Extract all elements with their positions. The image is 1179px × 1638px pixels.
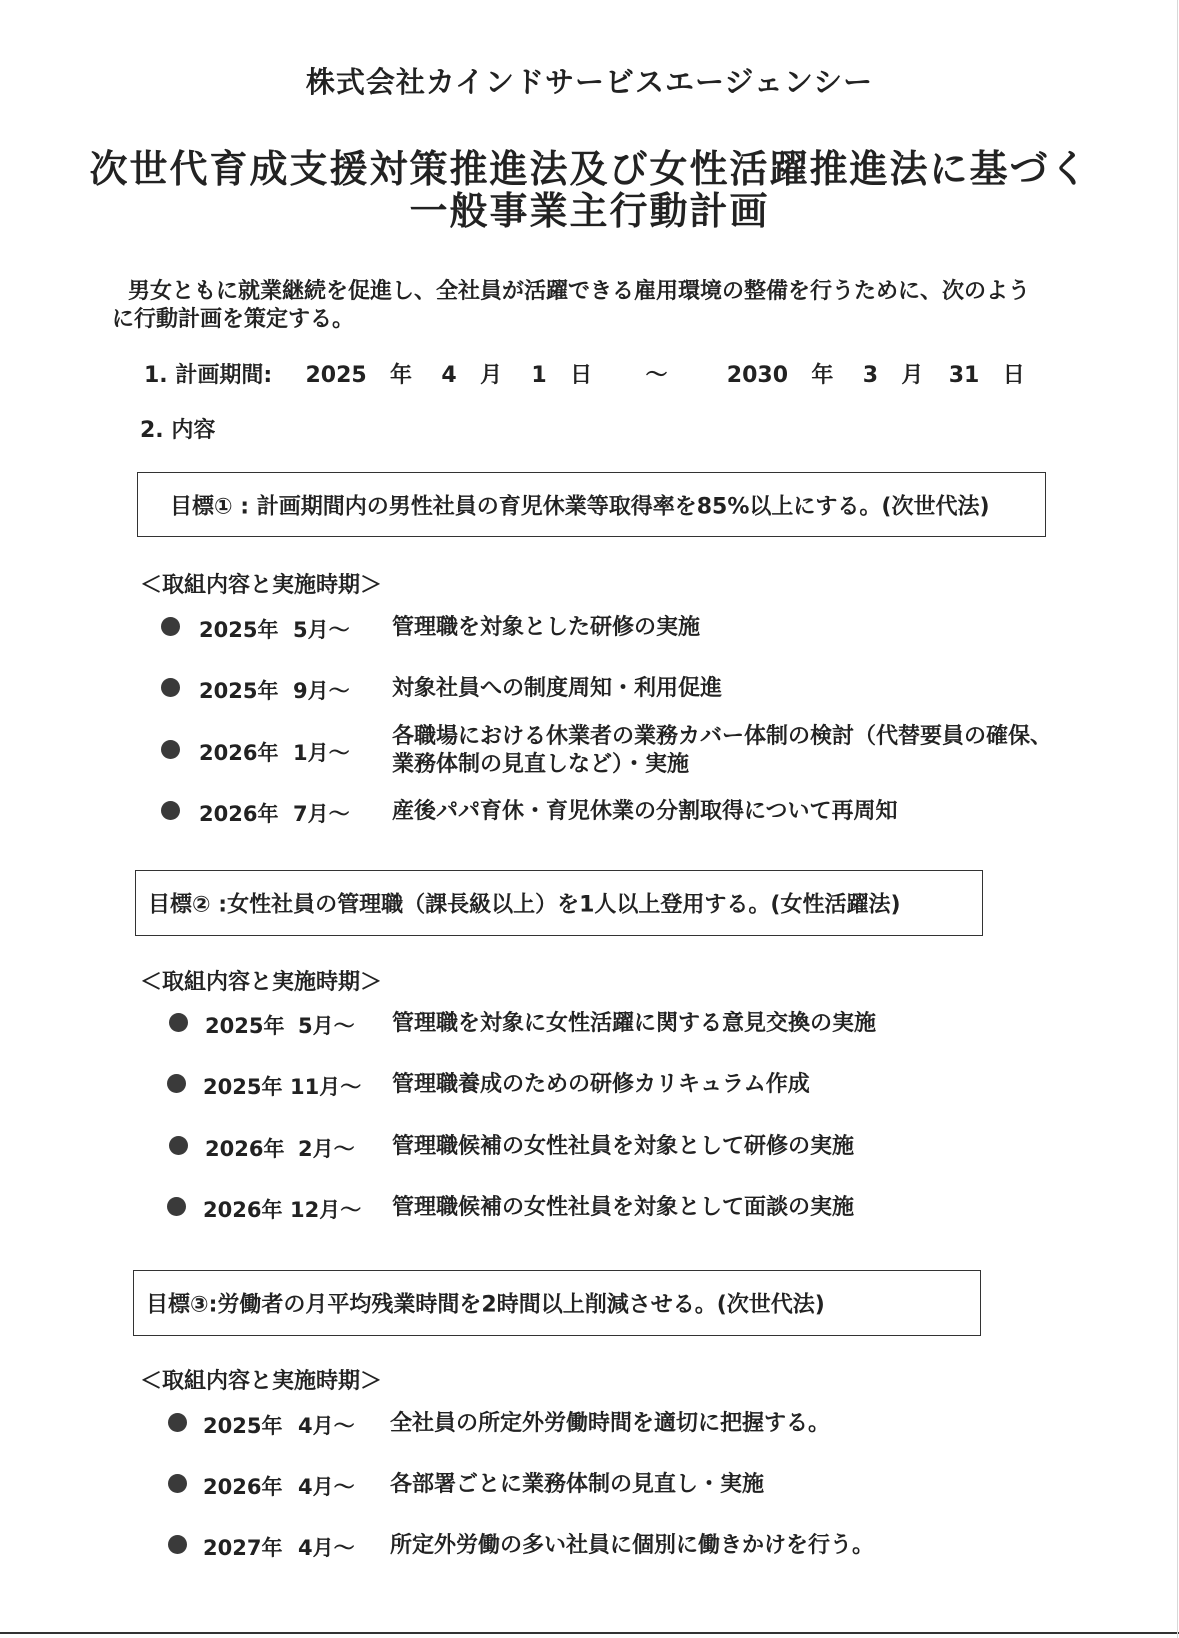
end-month-unit: 月 xyxy=(901,363,924,388)
goal-1-box xyxy=(137,472,1046,537)
start-month: 4 xyxy=(441,363,457,388)
goal-2-item-1-month: 5月～ xyxy=(298,1014,355,1038)
goal-1-item-4-month: 7月～ xyxy=(293,802,350,826)
bullet-icon xyxy=(167,1197,186,1216)
document-title-line-1: 次世代育成支援対策推進法及び女性活躍推進法に基づく xyxy=(89,147,1090,191)
goal-3-item-3-text: 所定外労働の多い社員に個別に働きかけを行う。 xyxy=(390,1533,875,1558)
bullet-icon xyxy=(169,1136,188,1155)
page-edge-line xyxy=(1177,0,1178,1638)
start-day-unit: 日 xyxy=(570,363,593,388)
start-month-unit: 月 xyxy=(480,363,503,388)
goal-3-item-2-month: 4月～ xyxy=(298,1475,355,1499)
bullet-icon xyxy=(168,1535,187,1554)
goal-2-item-2-month: 11月～ xyxy=(290,1075,362,1099)
goal-2-item-2-year: 2025年 xyxy=(203,1075,283,1099)
intro-line-1: 男女ともに就業継続を促進し、全社員が活躍できる雇用環境の整備を行うために、次のよう xyxy=(128,279,1031,304)
goal-2-item-4-text: 管理職候補の女性社員を対象として面談の実施 xyxy=(392,1195,855,1220)
end-day-unit: 日 xyxy=(1002,363,1025,388)
intro-line-2: に行動計画を策定する。 xyxy=(112,307,355,332)
goal-1-item-2-year: 2025年 xyxy=(199,679,279,703)
bullet-icon xyxy=(168,1474,187,1493)
goal-3-item-2-text: 各部署ごとに業務体制の見直し・実施 xyxy=(390,1472,765,1497)
goal-1-item-3-text-line-2: 業務体制の見直しなど）・実施 xyxy=(392,752,690,777)
bullet-icon xyxy=(161,740,180,759)
period-tilde: ～ xyxy=(645,363,668,388)
bullet-icon xyxy=(161,801,180,820)
goal-3-item-1-text: 全社員の所定外労働時間を適切に把握する。 xyxy=(390,1411,831,1436)
end-day: 31 xyxy=(948,363,980,388)
goal-3-subheading: ＜取組内容と実施時期＞ xyxy=(140,1369,383,1394)
start-year: 2025 xyxy=(305,363,367,388)
goal-1-item-1-month: 5月～ xyxy=(293,618,350,642)
start-year-unit: 年 xyxy=(390,363,413,388)
goal-1-item-2-month: 9月～ xyxy=(293,679,350,703)
end-year-unit: 年 xyxy=(811,363,834,388)
goal-1-item-2-text: 対象社員への制度周知・利用促進 xyxy=(392,676,723,701)
goal-3-box xyxy=(133,1270,981,1336)
goal-3-item-3-year: 2027年 xyxy=(203,1536,283,1560)
goal-2-item-1-year: 2025年 xyxy=(205,1014,285,1038)
period-label: 1. 計画期間: xyxy=(144,363,273,388)
goal-3-item-1-month: 4月～ xyxy=(298,1414,355,1438)
goal-2-subheading: ＜取組内容と実施時期＞ xyxy=(140,970,383,995)
goal-2-item-3-text: 管理職候補の女性社員を対象として研修の実施 xyxy=(392,1134,855,1159)
goal-1-text: 目標① : 計画期間内の男性社員の育児休業等取得率を85%以上にする。(次世代法) xyxy=(170,494,990,519)
end-month: 3 xyxy=(862,363,879,388)
goal-1-item-4-year: 2026年 xyxy=(199,802,279,826)
goal-3-item-1-year: 2025年 xyxy=(203,1414,283,1438)
start-day: 1 xyxy=(531,363,547,388)
bullet-icon xyxy=(161,617,180,636)
bullet-icon xyxy=(169,1013,188,1032)
goal-2-item-2-text: 管理職養成のための研修カリキュラム作成 xyxy=(392,1072,810,1097)
company-name: 株式会社カインドサービスエージェンシー xyxy=(305,65,874,99)
goal-3-text: 目標③:労働者の月平均残業時間を2時間以上削減させる。(次世代法) xyxy=(146,1292,825,1318)
goal-1-item-3-year: 2026年 xyxy=(199,741,279,765)
content-heading: 2. 内容 xyxy=(140,418,216,443)
goal-1-item-3-text: 各職場における休業者の業務カバー体制の検討（代替要員の確保、 xyxy=(392,724,1053,749)
goal-1-item-4-text: 産後パパ育休・育児休業の分割取得について再周知 xyxy=(392,799,898,824)
goal-2-item-4-month: 12月～ xyxy=(290,1198,362,1222)
page-bottom-rule xyxy=(0,1632,1179,1634)
bullet-icon xyxy=(161,678,180,697)
goal-1-subheading: ＜取組内容と実施時期＞ xyxy=(140,573,383,598)
goal-2-item-1-text: 管理職を対象に女性活躍に関する意見交換の実施 xyxy=(392,1011,877,1036)
goal-2-box xyxy=(135,870,983,936)
goal-3-item-3-month: 4月～ xyxy=(298,1536,355,1560)
goal-2-text: 目標② :女性社員の管理職（課長級以上）を1人以上登用する。(女性活躍法) xyxy=(148,892,901,918)
goal-2-item-4-year: 2026年 xyxy=(203,1198,283,1222)
goal-1-item-3-month: 1月～ xyxy=(293,741,350,765)
document-title-line-2: 一般事業主行動計画 xyxy=(409,189,770,233)
plan-period xyxy=(144,358,1025,389)
goal-2-item-3-year: 2026年 xyxy=(205,1137,285,1161)
end-year: 2030 xyxy=(726,363,789,388)
goal-1-item-1-text: 管理職を対象とした研修の実施 xyxy=(392,615,701,640)
goal-1-item-1-year: 2025年 xyxy=(199,618,279,642)
bullet-icon xyxy=(168,1413,187,1432)
bullet-icon xyxy=(167,1074,186,1093)
goal-3-item-2-year: 2026年 xyxy=(203,1475,283,1499)
goal-2-item-3-month: 2月～ xyxy=(298,1137,355,1161)
